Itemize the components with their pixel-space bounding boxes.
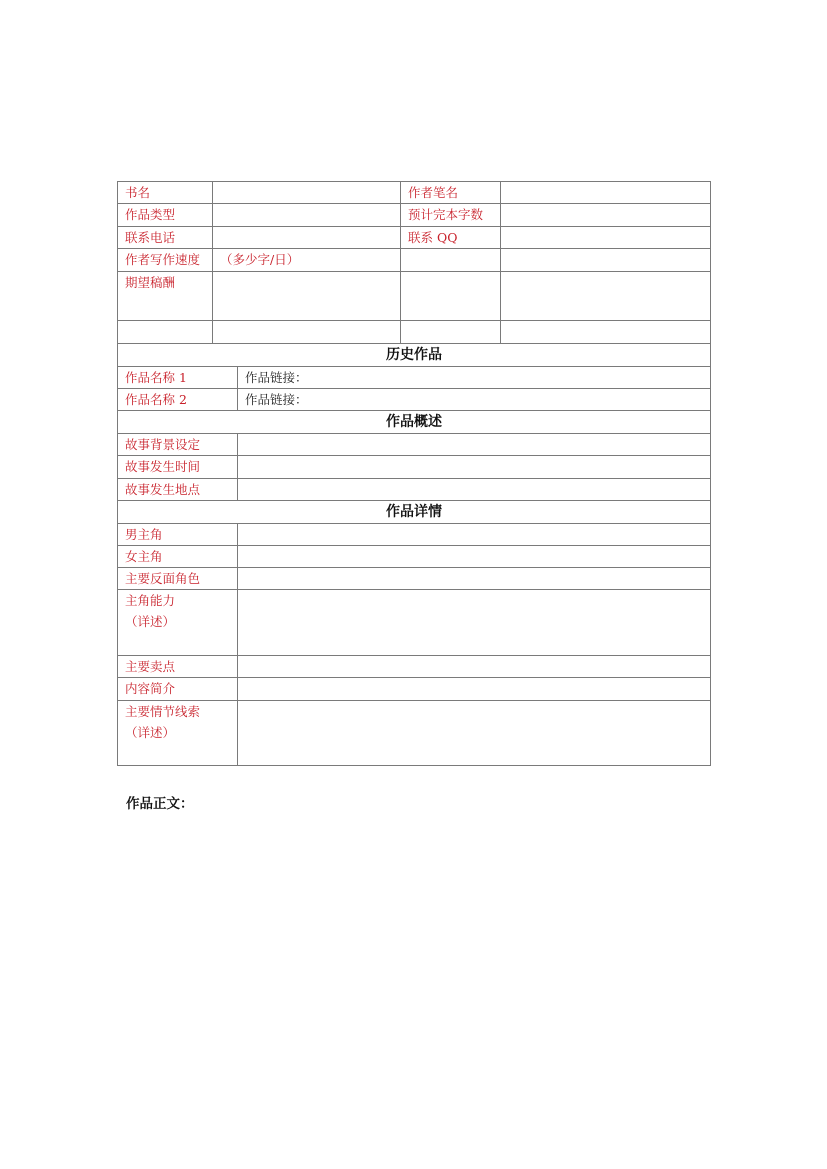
table-row	[118, 321, 711, 344]
synopsis-label: 内容简介	[118, 678, 238, 701]
section-header-row	[118, 501, 711, 524]
empty-cell	[213, 321, 401, 344]
overview-title: 作品概述	[118, 411, 711, 434]
male-lead-field[interactable]	[238, 524, 711, 546]
empty-cell	[401, 321, 501, 344]
empty-cell	[501, 321, 711, 344]
female-lead-label: 女主角	[118, 546, 238, 568]
female-lead-field[interactable]	[238, 546, 711, 568]
section-header-row	[118, 411, 711, 434]
table-row	[118, 367, 711, 389]
table-row	[118, 546, 711, 568]
male-lead-label: 男主角	[118, 524, 238, 546]
writing-speed-label: 作者写作速度	[118, 249, 213, 272]
story-setting-label: 故事背景设定	[118, 434, 238, 456]
work-name-1-label: 作品名称 1	[118, 367, 238, 389]
table-row	[118, 590, 711, 656]
table-row	[118, 204, 711, 227]
section-header-row	[118, 344, 711, 367]
empty-cell	[401, 272, 501, 321]
expected-pay-label: 期望稿酬	[118, 272, 213, 321]
qq-field[interactable]	[501, 227, 711, 249]
table-row	[118, 456, 711, 479]
table-row	[118, 656, 711, 678]
main-text-label: 作品正文：	[126, 796, 194, 812]
work-link-2-field[interactable]: 作品链接：	[238, 389, 711, 411]
work-name-2-label: 作品名称 2	[118, 389, 238, 411]
table-row	[118, 568, 711, 590]
table-row	[118, 524, 711, 546]
plot-line-2: （详述）	[125, 725, 176, 740]
author-info-table	[117, 181, 711, 344]
story-location-field[interactable]	[238, 479, 711, 501]
details-title: 作品详情	[118, 501, 711, 524]
selling-point-label: 主要卖点	[118, 656, 238, 678]
phone-label: 联系电话	[118, 227, 213, 249]
table-row	[118, 434, 711, 456]
word-count-field[interactable]	[501, 204, 711, 227]
table-row	[118, 227, 711, 249]
selling-point-field[interactable]	[238, 656, 711, 678]
word-count-label: 预计完本字数	[401, 204, 501, 227]
table-row	[118, 272, 711, 321]
table-row	[118, 249, 711, 272]
story-time-field[interactable]	[238, 456, 711, 479]
protagonist-ability-label	[118, 590, 238, 656]
ability-line-1: 主角能力	[125, 593, 176, 608]
protagonist-ability-field[interactable]	[238, 590, 711, 656]
story-time-label: 故事发生时间	[118, 456, 238, 479]
empty-cell	[401, 249, 501, 272]
genre-field[interactable]	[213, 204, 401, 227]
expected-pay-field[interactable]	[213, 272, 401, 321]
empty-cell	[118, 321, 213, 344]
plot-line-1: 主要情节线索	[125, 704, 201, 719]
book-title-label: 书名	[118, 182, 213, 204]
story-location-label: 故事发生地点	[118, 479, 238, 501]
ability-line-2: （详述）	[125, 614, 176, 629]
plot-clues-field[interactable]	[238, 701, 711, 766]
genre-label: 作品类型	[118, 204, 213, 227]
phone-field[interactable]	[213, 227, 401, 249]
antagonist-field[interactable]	[238, 568, 711, 590]
table-row	[118, 701, 711, 766]
qq-label: 联系 QQ	[401, 227, 501, 249]
book-title-field[interactable]	[213, 182, 401, 204]
works-table	[117, 343, 711, 766]
antagonist-label: 主要反面角色	[118, 568, 238, 590]
table-row	[118, 678, 711, 701]
table-row	[118, 182, 711, 204]
synopsis-field[interactable]	[238, 678, 711, 701]
story-setting-field[interactable]	[238, 434, 711, 456]
table-row	[118, 389, 711, 411]
plot-clues-label	[118, 701, 238, 766]
work-link-1-field[interactable]: 作品链接：	[238, 367, 711, 389]
history-works-title: 历史作品	[118, 344, 711, 367]
empty-cell	[501, 249, 711, 272]
writing-speed-hint[interactable]: （多少字/日）	[213, 249, 401, 272]
table-row	[118, 479, 711, 501]
pen-name-field[interactable]	[501, 182, 711, 204]
pen-name-label: 作者笔名	[401, 182, 501, 204]
empty-cell	[501, 272, 711, 321]
